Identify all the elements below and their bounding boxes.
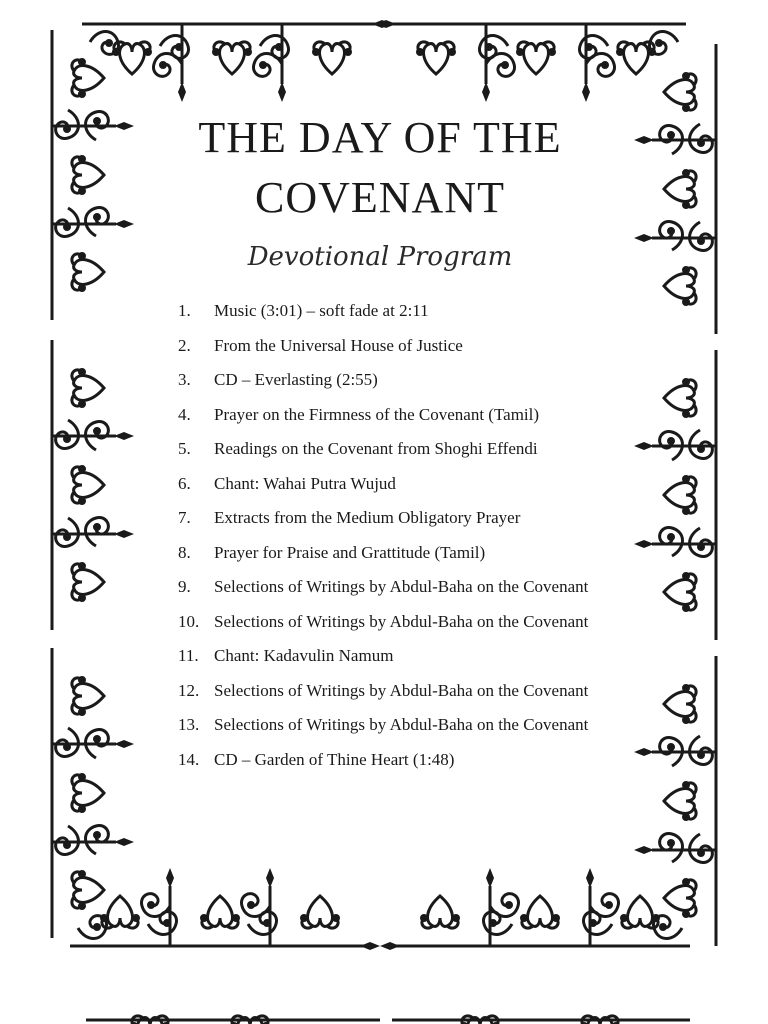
list-item [178,501,638,536]
item-number: 3. [178,370,191,390]
item-text: From the Universal House of Justice [214,335,463,355]
item-number: 8. [178,542,191,562]
item-text: Music (3:01) – soft fade at 2:11 [214,301,429,321]
list-item [178,432,638,467]
item-text: Selections of Writings by Abdul-Baha on the Covenant [214,611,589,631]
item-text: Selections of Writings by Abdul-Baha on the Covenant [214,680,589,700]
list-item [178,467,638,502]
list-item [178,363,638,398]
list-item [178,605,638,640]
program-list [178,294,638,777]
list-item [178,639,638,674]
item-number: 10. [178,611,200,631]
page-title [120,108,640,228]
item-text: Extracts from the Medium Obligatory Prayer [214,508,521,528]
item-number: 14. [178,749,200,769]
item-number: 11. [178,646,199,666]
item-text: Selections of Writings by Abdul-Baha on the Covenant [214,577,589,597]
item-text: CD – Everlasting (2:55) [214,370,378,390]
item-number: 6. [178,473,191,493]
list-item [178,294,638,329]
title-line-1: THE DAY OF THE [198,113,562,162]
item-text: CD – Garden of Thine Heart (1:48) [214,749,455,769]
item-number: 7. [178,508,191,528]
list-item [178,708,638,743]
list-item [178,329,638,364]
item-text: Prayer for Praise and Grattitude (Tamil) [214,542,486,562]
list-item [178,743,638,778]
item-text: Chant: Kadavulin Namum [214,646,394,666]
list-item [178,674,638,709]
item-text: Chant: Wahai Putra Wujud [214,473,396,493]
item-number: 2. [178,335,191,355]
item-number: 5. [178,439,191,459]
title-line-2: COVENANT [255,173,505,222]
item-number: 1. [178,301,191,321]
item-number: 13. [178,715,200,735]
item-number: 12. [178,680,200,700]
item-number: 4. [178,404,191,424]
item-text: Readings on the Covenant from Shoghi Effendi [214,439,538,459]
list-item [178,570,638,605]
list-item [178,536,638,571]
list-item [178,398,638,433]
item-text: Prayer on the Firmness of the Covenant (Tamil) [214,404,540,424]
page-subtitle: Devotional Program [247,242,513,272]
item-number: 9. [178,577,191,597]
item-text: Selections of Writings by Abdul-Baha on the Covenant [214,715,589,735]
